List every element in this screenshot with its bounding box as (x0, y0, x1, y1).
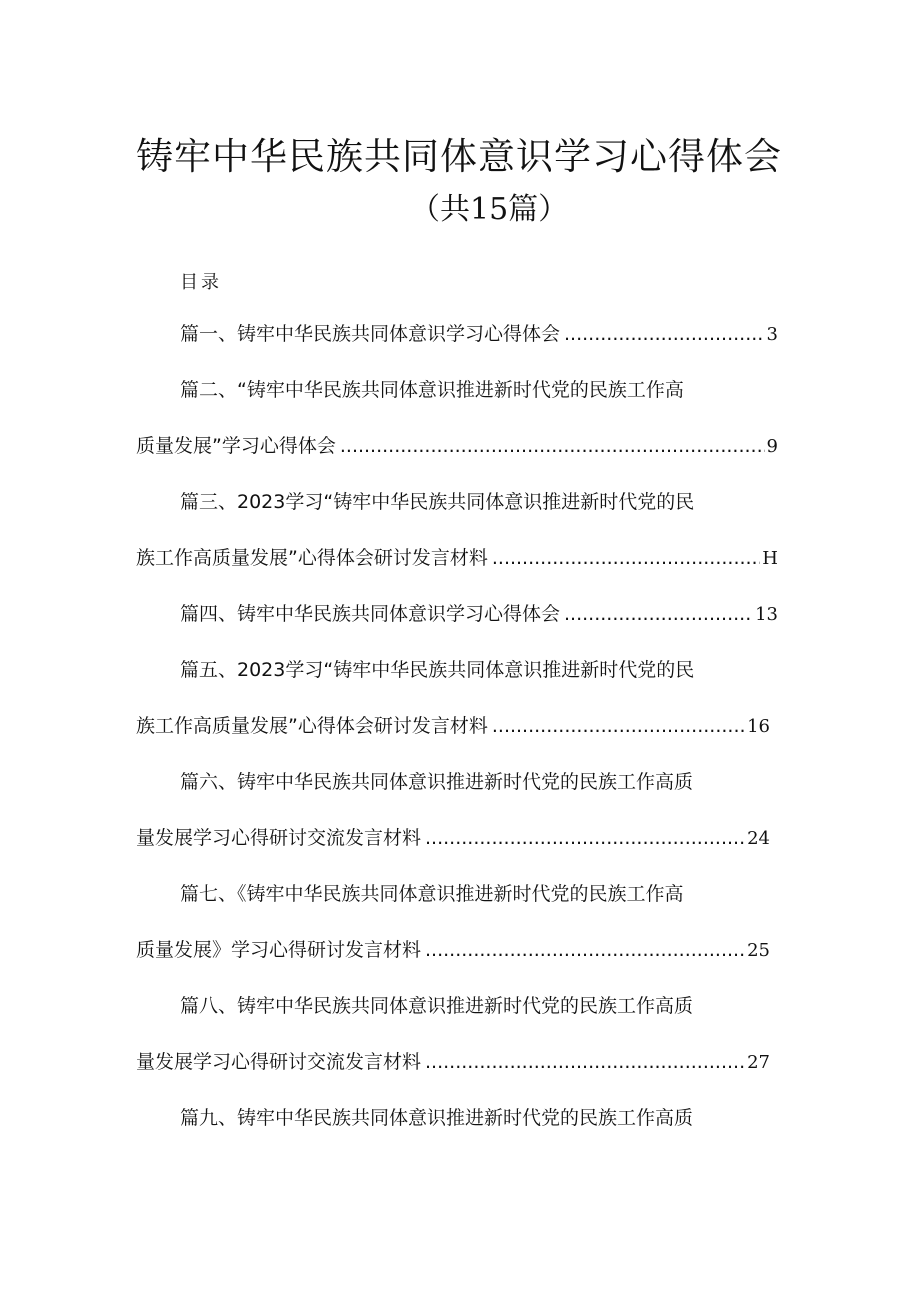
toc-entry-text: 质量发展》学习心得研讨发言材料 (136, 939, 422, 961)
toc-page-number: 25 (747, 940, 770, 961)
toc-entry-text: 量发展学习心得研讨交流发言材料 (136, 1051, 422, 1073)
toc-entry-3-line2[interactable] (136, 544, 778, 572)
toc-leader-dots (492, 712, 745, 740)
toc-heading: 目录 (180, 272, 222, 293)
toc-page-number: 27 (747, 1052, 770, 1073)
toc-entry-text: 篇二、“铸牢中华民族共同体意识推进新时代党的民族工作高 (180, 379, 684, 401)
toc-entry-text: 族工作高质量发展”心得体会研讨发言材料 (136, 715, 488, 737)
toc-entry-text: 篇一、铸牢中华民族共同体意识学习心得体会 (180, 323, 561, 345)
toc-entry-3-line1[interactable] (180, 488, 694, 516)
toc-entry-2-line1[interactable] (180, 376, 684, 404)
toc-entry-2-line2[interactable] (136, 432, 778, 460)
toc-entry-6-line1[interactable] (180, 768, 693, 796)
toc-entry-5-line1[interactable] (180, 656, 694, 684)
toc-page-number: H (762, 548, 778, 569)
toc-entry-7-line2[interactable] (136, 936, 770, 964)
toc-leader-dots (425, 936, 745, 964)
toc-leader-dots (425, 824, 745, 852)
toc-entry-text: 篇八、铸牢中华民族共同体意识推进新时代党的民族工作高质 (180, 995, 694, 1017)
toc-page-number: 16 (747, 716, 770, 737)
toc-leader-dots (425, 1048, 745, 1076)
toc-entry-6-line2[interactable] (136, 824, 770, 852)
toc-leader-dots (564, 320, 765, 348)
toc-entry-text: 族工作高质量发展”心得体会研讨发言材料 (136, 547, 488, 569)
toc-page-number: 13 (755, 604, 778, 625)
toc-entry-7-line1[interactable] (180, 880, 684, 908)
toc-entry-1[interactable] (180, 320, 778, 348)
toc-page-number: 3 (766, 324, 778, 345)
toc-entry-9-line1[interactable] (180, 1104, 693, 1132)
toc-entry-text: 篇七、《铸牢中华民族共同体意识推进新时代党的民族工作高 (180, 883, 684, 905)
toc-entry-text: 篇五、2023学习“铸牢中华民族共同体意识推进新时代党的民 (180, 659, 695, 681)
toc-page-number: 24 (747, 828, 770, 849)
toc-entry-text: 量发展学习心得研讨交流发言材料 (136, 827, 422, 849)
document-subtitle: （共15篇） (410, 192, 569, 227)
toc-entry-8-line2[interactable] (136, 1048, 770, 1076)
toc-entry-text: 篇四、铸牢中华民族共同体意识学习心得体会 (180, 603, 561, 625)
toc-entry-text: 质量发展”学习心得体会 (136, 435, 336, 457)
toc-entry-5-line2[interactable] (136, 712, 770, 740)
toc-entry-4[interactable] (180, 600, 778, 628)
toc-leader-dots (564, 600, 753, 628)
toc-entry-8-line1[interactable] (180, 992, 693, 1020)
toc-leader-dots (340, 432, 765, 460)
toc-entry-text: 篇三、2023学习“铸牢中华民族共同体意识推进新时代党的民 (180, 491, 695, 513)
toc-page-number: 9 (766, 436, 778, 457)
toc-entry-text: 篇六、铸牢中华民族共同体意识推进新时代党的民族工作高质 (180, 771, 694, 793)
toc-entry-text: 篇九、铸牢中华民族共同体意识推进新时代党的民族工作高质 (180, 1107, 694, 1129)
document-title: 铸牢中华民族共同体意识学习心得体会 (136, 135, 782, 178)
toc-leader-dots (492, 544, 760, 572)
